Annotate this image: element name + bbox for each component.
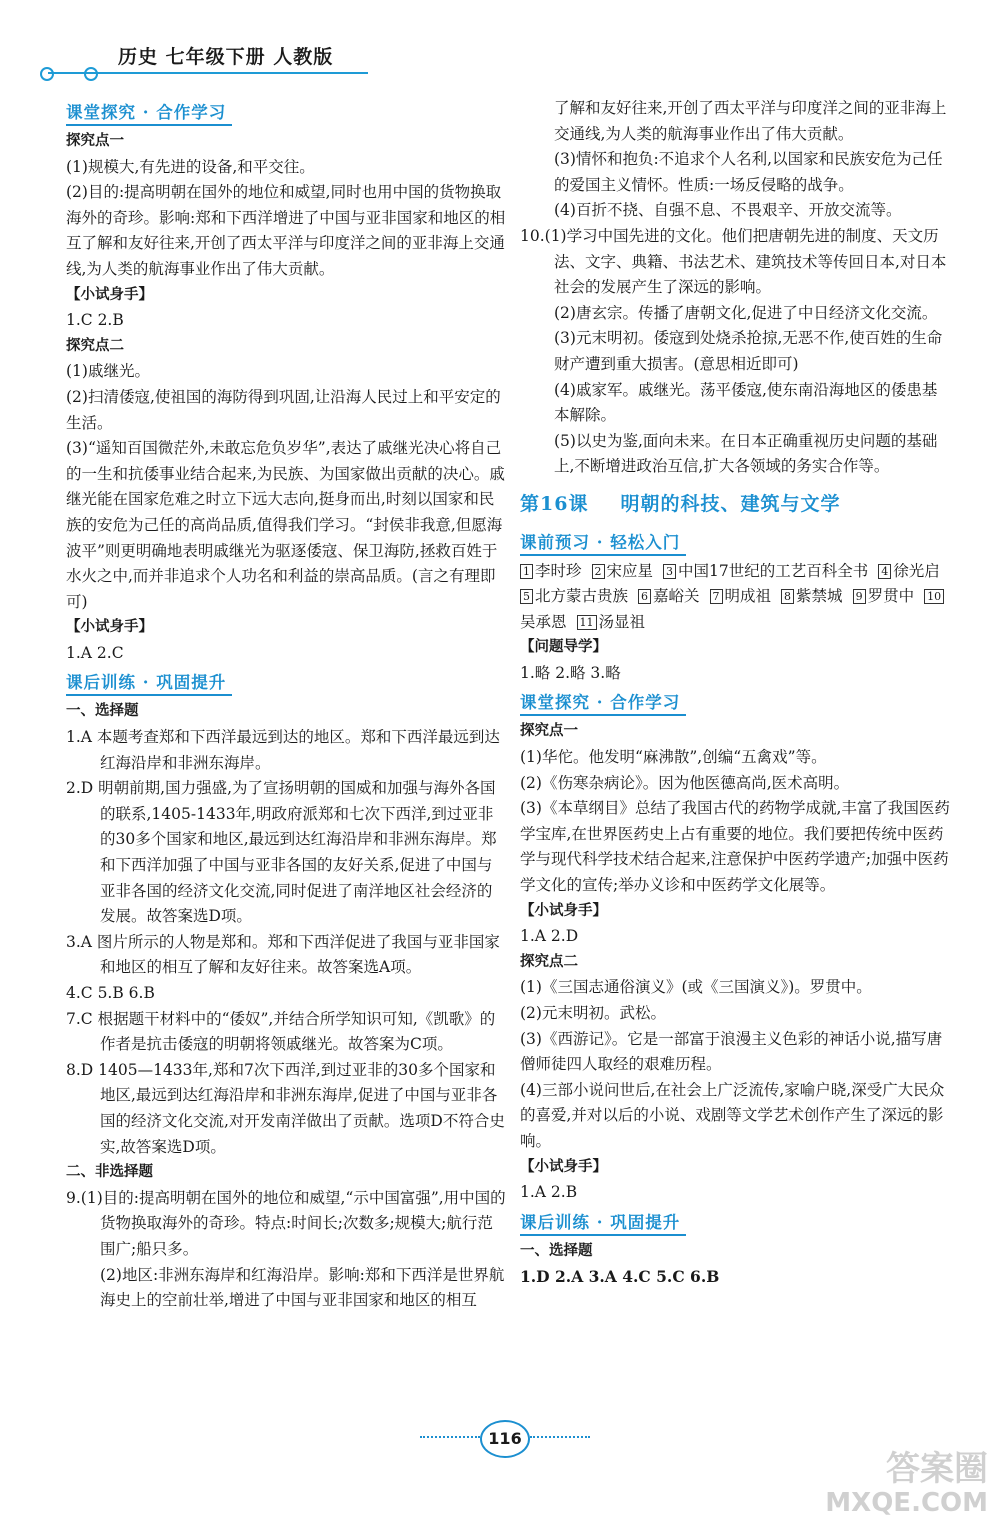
- number-box: 7: [710, 589, 723, 604]
- answer-line: 1.略 2.略 3.略: [520, 663, 621, 682]
- header-rule: [48, 72, 368, 74]
- answer-line: 1.C 2.B: [66, 311, 124, 330]
- paragraph: (1)《三国志通俗演义》(或《三国演义》)。罗贯中。: [520, 978, 872, 997]
- number-box: 1: [520, 564, 533, 579]
- number-box: 2: [592, 564, 605, 579]
- answer-line: 1.A 2.C: [66, 643, 124, 662]
- paragraph: (1)戚继光。: [66, 362, 150, 381]
- subheading: 探究点二: [66, 337, 124, 354]
- lesson-title: [520, 492, 950, 518]
- paragraph: (2)元末明初。武松。: [520, 1004, 666, 1022]
- header-circle-icon: [40, 67, 54, 81]
- lesson-name: 明朝的科技、建筑与文学: [620, 492, 841, 515]
- answer-line: 1.D 2.A 3.A 4.C 5.C 6.B: [520, 1267, 720, 1287]
- answer-item: 2.D 明朝前期,国力强盛,为了宣扬明朝的国威和加强与海外各国的联系,1405-1433年,明政府派郑和七次下西洋,到过亚非的30多个国家和地区,最远到达红海沿岸和非洲东海岸。郑和下西洋加强了中国与亚非各国的友好关系,促进了中国与亚非各国的经济文化交流,同时促进了南洋地区社会经济的发展。故答案选D项。: [66, 779, 497, 926]
- header-circle-icon: [84, 67, 98, 81]
- preview-answer-text: 罗贯中: [867, 587, 915, 606]
- preview-answer-text: 汤显祖: [598, 612, 646, 631]
- number-box: 4: [878, 564, 891, 579]
- subheading: 【问题导学】: [520, 639, 607, 656]
- preview-answer-item: [878, 562, 940, 580]
- subheading: 【小试身手】: [66, 619, 153, 636]
- right-column: [520, 96, 950, 1290]
- preview-answer-item: [663, 562, 868, 580]
- paragraph: (1)华佗。他发明“麻沸散”,创编“五禽戏”等。: [520, 748, 827, 767]
- preview-answer-item: [853, 587, 915, 605]
- number-box: 10: [924, 589, 944, 604]
- section-heading: 课后训练 · 巩固提升: [66, 672, 232, 696]
- paragraph: (3)元末明初。倭寇到处烧杀抢掠,无恶不作,使百姓的生命财产遭到重大损害。(意思相近即可): [554, 329, 943, 373]
- answer-item: 7.C 根据题干材料中的“倭奴”,并结合所学知识可知,《凯歌》的作者是抗击倭寇的明朝将领戚继光。故答案为C项。: [66, 1009, 496, 1054]
- answer-item: 1.A 本题考查郑和下西洋最远到达的地区。郑和下西洋最远到达红海沿岸和非洲东海岸。: [66, 728, 500, 772]
- paragraph: (2)扫清倭寇,使祖国的海防得到巩固,让沿海人民过上和平安定的生活。: [66, 387, 501, 432]
- page-header: [40, 42, 370, 82]
- subheading: 【小试身手】: [520, 1158, 607, 1175]
- preview-answer-text: 明成祖: [724, 587, 772, 606]
- paragraph: (3)情怀和抱负:不追求个人名利,以国家和民族安危为己任的爱国主义情怀。性质:一场反侵略的战争。: [554, 150, 943, 194]
- subheading: 探究点一: [520, 723, 578, 740]
- answer-line: 1.A 2.D: [520, 927, 579, 946]
- subheading: 【小试身手】: [66, 286, 153, 303]
- paragraph: (2)唐玄宗。传播了唐朝文化,促进了中日经济文化交流。: [554, 303, 938, 322]
- preview-answer-item: [520, 587, 628, 605]
- left-column: [66, 96, 506, 1314]
- section-heading: 课堂探究 · 合作学习: [66, 102, 232, 126]
- number-box: 8: [781, 589, 794, 604]
- subheading: 探究点二: [520, 953, 578, 970]
- paragraph: (5)以史为鉴,面向未来。在日本正确重视历史问题的基础上,不断增进政治互信,扩大各领域的务实合作等。: [554, 431, 938, 476]
- paragraph: (3)《本草纲目》总结了我国古代的药物学成就,丰富了我国医药学宝库,在世界医药史上占有重要的地位。我们要把传统中医药学与现代科学技术结合起来,注意保护中医药学遗产;加强中医药学文化的宣传;举办义诊和中医药学文化展等。: [520, 799, 950, 895]
- lesson-number: 第16课: [520, 492, 589, 515]
- preview-answer-text: 吴承恩: [520, 612, 567, 631]
- book-title: 历史 七年级下册 人教版: [118, 46, 334, 68]
- section-heading: 课后训练 · 巩固提升: [520, 1212, 686, 1236]
- watermark-brand: 答案圈: [886, 1449, 988, 1489]
- paragraph: (2)地区:非洲东海岸和红海沿岸。影响:郑和下西洋是世界航海史上的空前壮举,增进了中国与亚非国家和地区的相互: [100, 1265, 505, 1310]
- paragraph: (3)“遥知百国微茫外,未敢忘危负岁华”,表达了戚继光决心将自己的一生和抗倭事业结合起来,为民族、为国家做出贡献的决心。戚继光能在国家危难之时立下远大志向,挺身而出,时刻以国家和民族的安危为己任的高尚品质,值得我们学习。“封侯非我意,但愿海波平”则更明确地表明戚继光为驱逐倭寇、保卫海防,拯救百姓于水火之中,而并非追求个人功名和利益的崇高品质。(言之有理即可): [66, 439, 505, 611]
- preview-answer-item: [577, 613, 646, 631]
- paragraph: (2)《伤寒杂病论》。因为他医德高尚,医术高明。: [520, 773, 850, 792]
- answer-item: 10.(1)学习中国先进的文化。他们把唐朝先进的制度、天文历法、文字、典籍、书法艺术、建筑技术等传回日本,对日本社会的发展产生了深远的影响。: [520, 226, 947, 297]
- subheading: 探究点一: [66, 133, 124, 149]
- number-box: 11: [577, 615, 597, 630]
- preview-answer-text: 中国17世纪的工艺百科全书: [678, 561, 869, 580]
- paragraph: (4)三部小说问世后,在社会上广泛流传,家喻户晓,深受广大民众的喜爱,并对以后的小说、戏剧等文学艺术创作产生了深远的影响。: [520, 1080, 945, 1150]
- answer-line: 4.C 5.B 6.B: [66, 984, 155, 1002]
- answer-item: 3.A 图片所示的人物是郑和。郑和下西洋促进了我国与亚非国家和地区的相互了解和友好往来。故答案选A项。: [66, 932, 500, 977]
- number-box: 3: [663, 564, 676, 579]
- preview-answer-text: 宋应星: [606, 561, 654, 580]
- preview-answer-text: 李时珍: [535, 561, 582, 580]
- preview-answer-item: [592, 562, 654, 580]
- preview-answer-item: [710, 587, 772, 605]
- answer-item: 9.(1)目的:提高明朝在国外的地位和威望,“示中国富强”,用中国的货物换取海外的奇珍。特点:时间长;次数多;规模大;航行范围广;船只多。: [66, 1188, 506, 1258]
- footer-dots: [530, 1436, 590, 1438]
- paragraph: (1)规模大,有先进的设备,和平交往。: [66, 157, 315, 176]
- preview-answer-text: 嘉峪关: [653, 587, 700, 606]
- paragraph: (3)《西游记》。它是一部富于浪漫主义色彩的神话小说,描写唐僧师徒四人取经的艰难历程。: [520, 1029, 943, 1074]
- page-footer: [420, 1418, 590, 1458]
- answer-item: 8.D 1405—1433年,郑和7次下西洋,到过亚非的30多个国家和地区,最远到达红海沿岸和非洲东海岸,促进了中国与亚非各国的经济文化交流,对开发南洋做出了贡献。选项D不符合史实,故答案选D项。: [66, 1060, 505, 1156]
- paragraph: (4)戚家军。戚继光。荡平倭寇,使东南沿海地区的倭患基本解除。: [554, 380, 938, 425]
- subheading: 一、选择题: [520, 1242, 593, 1259]
- number-box: 6: [638, 589, 651, 604]
- watermark-url: MXQE.COM: [825, 1488, 988, 1518]
- answer-line: 1.A 2.B: [520, 1183, 578, 1202]
- number-box: 9: [853, 589, 866, 604]
- preview-answer-item: [520, 562, 582, 580]
- subheading: 【小试身手】: [520, 902, 607, 919]
- preview-answer-text: 紫禁城: [796, 587, 843, 606]
- number-box: 5: [520, 589, 533, 604]
- preview-answer-item: [781, 587, 843, 605]
- subheading: 一、选择题: [66, 703, 139, 720]
- page-number: 116: [480, 1420, 530, 1458]
- section-heading: 课堂探究 · 合作学习: [520, 692, 686, 716]
- paragraph: (4)百折不挠、自强不息、不畏艰辛、开放交流等。: [554, 201, 902, 220]
- section-heading: 课前预习 · 轻松入门: [520, 532, 686, 556]
- preview-answer-item: [638, 587, 700, 605]
- paragraph: (2)目的:提高明朝在国外的地位和威望,同时也用中国的货物换取海外的奇珍。影响:郑和下西洋增进了中国与亚非国家和地区的相互了解和友好往来,开创了西太平洋与印度洋之间的亚非海上交通线,为人类的航海事业作出了伟大贡献。: [66, 183, 506, 278]
- subheading: 二、非选择题: [66, 1164, 153, 1181]
- watermark: [825, 1449, 988, 1520]
- preview-answer-text: 徐光启: [893, 561, 940, 580]
- preview-answer-text: 北方蒙古贵族: [535, 587, 629, 606]
- footer-dots: [420, 1436, 480, 1438]
- paragraph: 了解和友好往来,开创了西太平洋与印度洋之间的亚非海上交通线,为人类的航海事业作出了伟大贡献。: [554, 99, 947, 143]
- preview-answers: [520, 559, 950, 636]
